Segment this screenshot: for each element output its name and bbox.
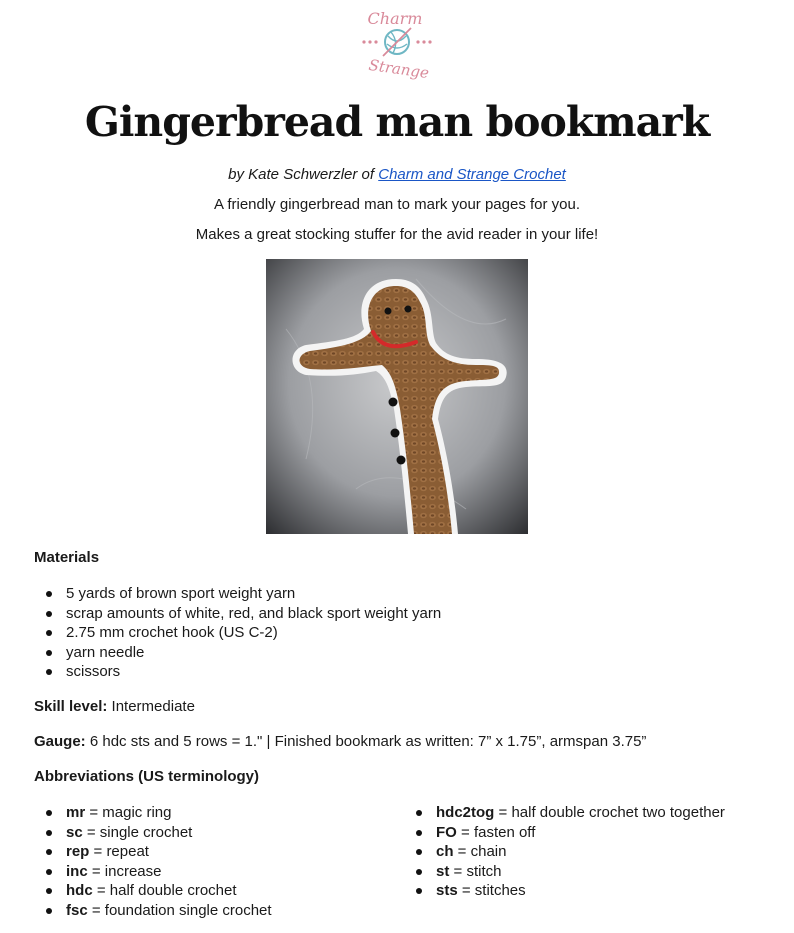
list-item: yarn needle (34, 643, 441, 663)
byline (0, 166, 794, 183)
list-item: FO = fasten off (404, 823, 725, 843)
logo-text-bottom: Strange (367, 55, 431, 83)
materials-heading: Materials (34, 549, 100, 566)
author-link[interactable]: Charm and Strange Crochet (378, 166, 566, 183)
list-item: hdc = half double crochet (34, 881, 272, 901)
abbreviations-list-right (404, 803, 725, 901)
button-3 (397, 456, 406, 465)
abbreviations-list-left (34, 803, 272, 920)
list-item: rep = repeat (34, 842, 272, 862)
list-item: inc = increase (34, 862, 272, 882)
right-eye (405, 306, 412, 313)
gingerbread-bookmark-photo (266, 259, 528, 534)
skill-label: Skill level: (34, 698, 108, 715)
gauge (34, 733, 646, 750)
list-item: fsc = foundation single crochet (34, 901, 272, 921)
yarn-ball-icon (362, 28, 431, 56)
description-line-1: A friendly gingerbread man to mark your pages for you. (213, 196, 581, 213)
button-1 (389, 398, 398, 407)
page-title: Gingerbread man bookmark (84, 98, 710, 146)
description-line-2: Makes a great stocking stuffer for the avid reader in your life! (195, 226, 599, 243)
button-2 (391, 429, 400, 438)
skill-value: Intermediate (107, 698, 195, 715)
list-item: hdc2tog = half double crochet two together (404, 803, 725, 823)
gauge-label: Gauge: (34, 733, 86, 750)
list-item: 5 yards of brown sport weight yarn (34, 584, 441, 604)
charm-and-strange-logo (355, 2, 439, 84)
list-item: sts = stitches (404, 881, 725, 901)
materials-list (34, 584, 441, 682)
list-item: 2.75 mm crochet hook (US C-2) (34, 623, 441, 643)
logo-text-top: Charm (367, 9, 423, 28)
left-eye (385, 308, 392, 315)
list-item: scissors (34, 662, 441, 682)
abbreviations-heading: Abbreviations (US terminology) (34, 768, 260, 785)
list-item: st = stitch (404, 862, 725, 882)
list-item: sc = single crochet (34, 823, 272, 843)
byline-prefix: by Kate Schwerzler of (228, 166, 379, 183)
list-item: scrap amounts of white, red, and black sport weight yarn (34, 604, 441, 624)
list-item: mr = magic ring (34, 803, 272, 823)
skill-level (34, 698, 195, 715)
gauge-value: 6 hdc sts and 5 rows = 1." | Finished bookmark as written: 7” x 1.75”, armspan 3.75” (85, 733, 647, 750)
list-item: ch = chain (404, 842, 725, 862)
